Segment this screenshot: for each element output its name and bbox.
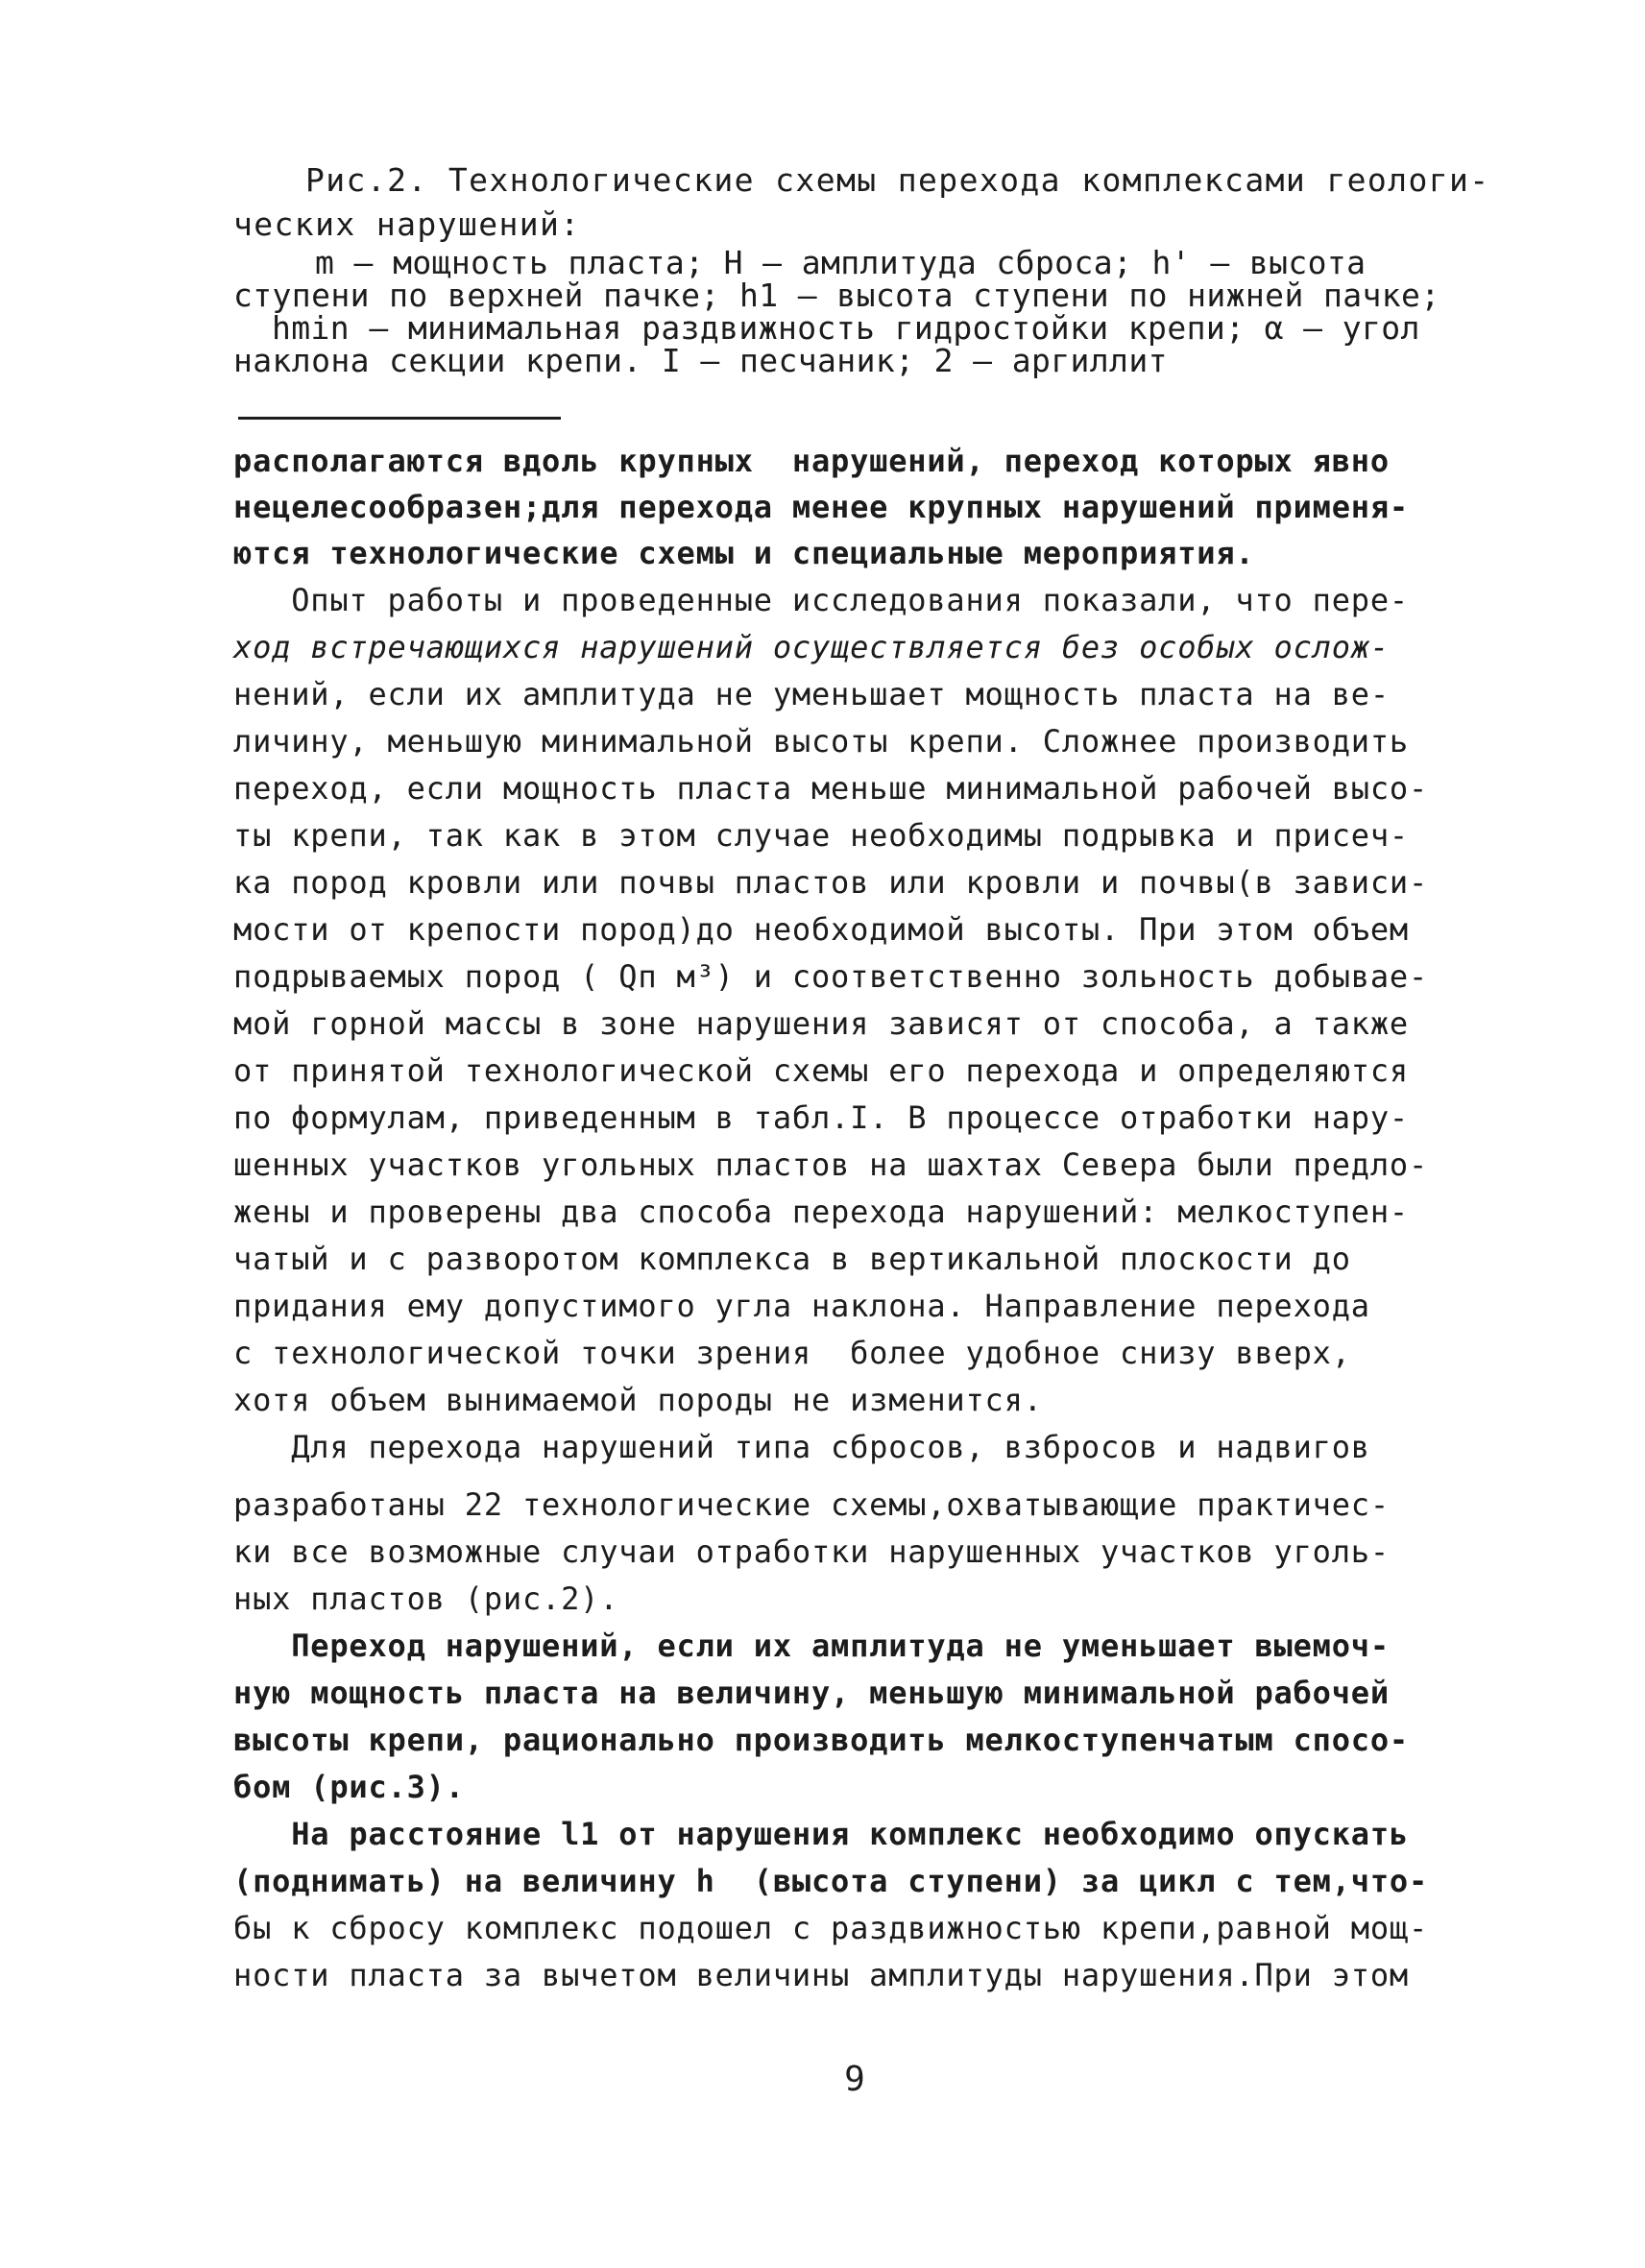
body-line-10: ка пород кровли или почвы пластов или кровли и почвы(в зависи-: [233, 864, 1429, 901]
body-line-23: разработаны 22 технологические схемы,охватывающие практичес-: [233, 1486, 1390, 1523]
body-line-18: чатый и с разворотом комплекса в вертикальной плоскости до: [233, 1241, 1351, 1277]
body-line-4: Опыт работы и проведенные исследования показали, что пере-: [233, 582, 1410, 618]
body-line-33: ности пласта за вычетом величины амплитуды нарушения.При этом: [233, 1957, 1410, 1993]
body-line-15: по формулам, приведенным в табл.I. В процессе отработки нару-: [233, 1099, 1410, 1136]
body-line-17: жены и проверены два способа перехода нарушений: мелкоступен-: [233, 1194, 1410, 1230]
body-line-29: бом (рис.3).: [233, 1769, 465, 1805]
caption-line-2: ческих нарушений:: [233, 205, 581, 243]
body-line-2: нецелесообразен;для перехода менее крупных нарушений применя-: [233, 489, 1410, 525]
legend-line-3: hmin – минимальная раздвижность гидростойки крепи; α – угол: [272, 309, 1420, 347]
legend-line-2: ступени по верхней пачке; h1 – высота ступени по нижней пачке;: [233, 277, 1440, 314]
body-line-16: шенных участков угольных пластов на шахтах Севера были предло-: [233, 1146, 1429, 1183]
body-line-28: высоты крепи, рационально производить мелкоступенчатым спосо-: [233, 1722, 1410, 1758]
body-line-24: ки все возможные случаи отработки нарушенных участков уголь-: [233, 1533, 1390, 1570]
body-line-14: от принятой технологической схемы его перехода и определяются: [233, 1052, 1410, 1089]
body-line-5: ход встречающихся нарушений осуществляется без особых ослож-: [233, 629, 1390, 665]
caption-separator-rule: [238, 417, 561, 420]
body-line-8: переход, если мощность пласта меньше минимальной рабочей высо-: [233, 770, 1429, 807]
legend-line-4: наклона секции крепи. I – песчаник; 2 – аргиллит: [233, 342, 1168, 379]
body-line-12: подрываемых пород ( Qп м³) и соответственно зольность добывае-: [233, 958, 1429, 995]
legend-line-1: m – мощность пласта; H – амплитуда сброса; h' – высота: [315, 244, 1367, 281]
body-line-22: Для перехода нарушений типа сбросов, взбросов и надвигов: [233, 1429, 1370, 1465]
body-line-19: придания ему допустимого угла наклона. Направление перехода: [233, 1288, 1370, 1324]
body-line-7: личину, меньшую минимальной высоты крепи. Сложнее производить: [233, 723, 1410, 760]
body-line-32: бы к сбросу комплекс подошел с раздвижностью крепи,равной мощ-: [233, 1910, 1429, 1946]
body-line-3: ются технологические схемы и специальные мероприятия.: [233, 535, 1255, 571]
caption-line-1: Рис.2. Технологические схемы перехода комплексами геологи-: [305, 161, 1490, 199]
body-line-21: хотя объем вынимаемой породы не изменится.: [233, 1382, 1043, 1418]
body-line-6: нений, если их амплитуда не уменьшает мощность пласта на ве-: [233, 676, 1390, 712]
page-number: 9: [844, 2060, 865, 2099]
body-line-25: ных пластов (рис.2).: [233, 1580, 619, 1617]
body-line-1: располагаются вдоль крупных нарушений, переход которых явно: [233, 443, 1390, 479]
body-line-13: мой горной массы в зоне нарушения зависят от способа, а также: [233, 1005, 1410, 1042]
body-line-9: ты крепи, так как в этом случае необходимы подрывка и присеч-: [233, 817, 1410, 854]
body-line-31: (поднимать) на величину h (высота ступени) за цикл с тем,что-: [233, 1863, 1429, 1899]
body-line-27: ную мощность пласта на величину, меньшую минимальной рабочей: [233, 1675, 1390, 1711]
body-line-20: с технологической точки зрения более удобное снизу вверх,: [233, 1335, 1351, 1371]
body-line-11: мости от крепости пород)до необходимой высоты. При этом объем: [233, 911, 1410, 948]
body-line-26: Переход нарушений, если их амплитуда не уменьшает выемоч-: [233, 1628, 1390, 1664]
body-line-30: На расстояние l1 от нарушения комплекс необходимо опускать: [233, 1816, 1410, 1852]
